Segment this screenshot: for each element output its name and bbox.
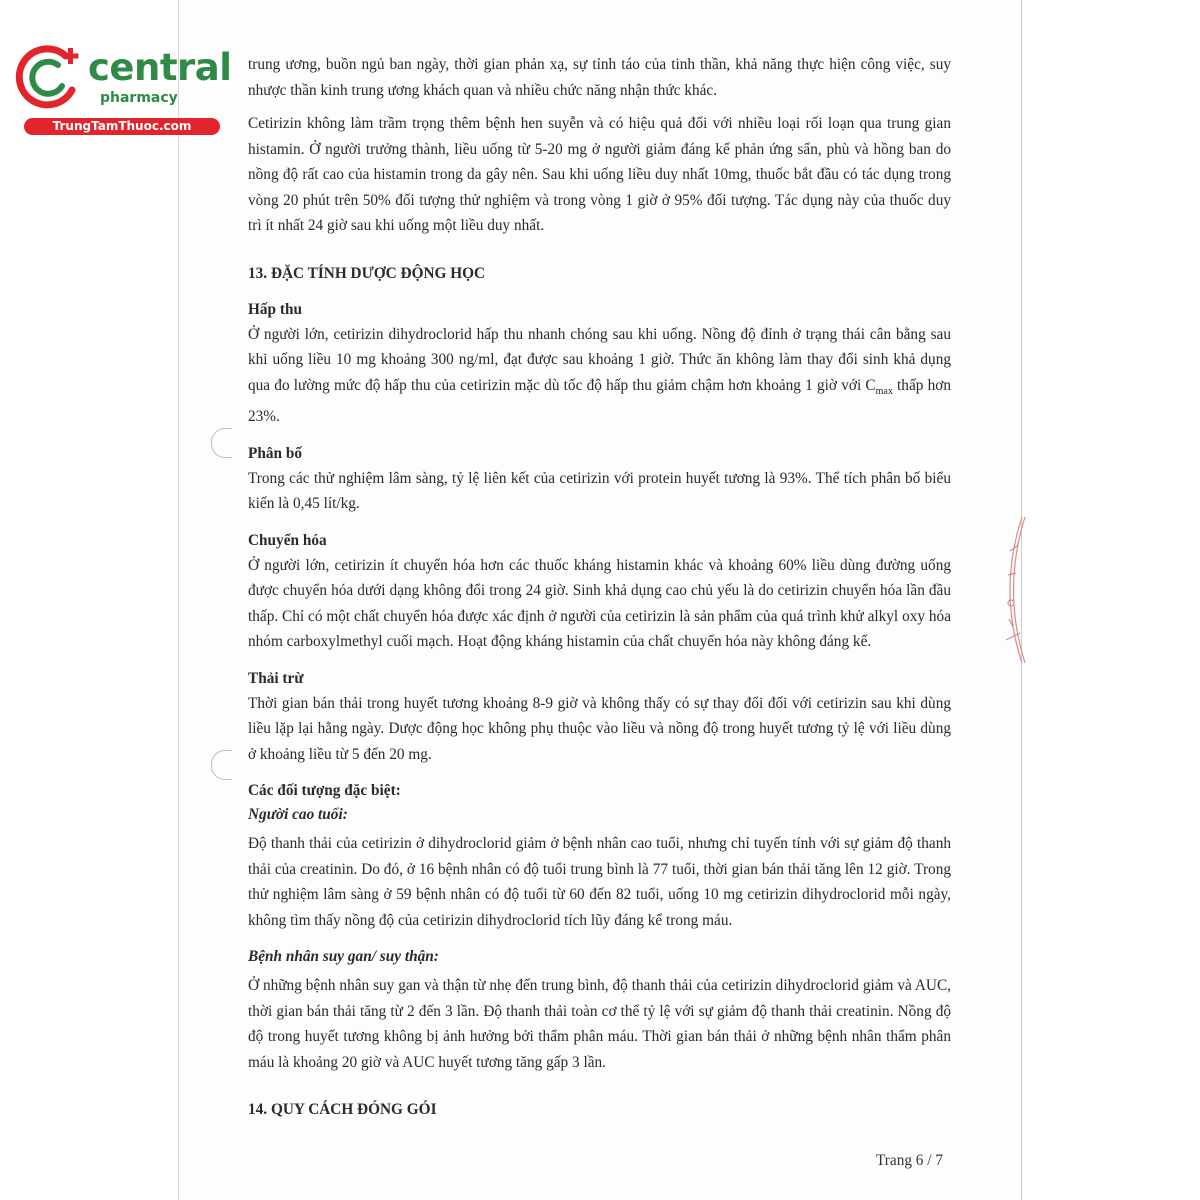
pharmacy-cross-logo-icon bbox=[10, 38, 92, 120]
subheading-hepatic-renal: Bệnh nhân suy gan/ suy thận: bbox=[248, 948, 439, 966]
logo-brand-text: central bbox=[88, 46, 232, 89]
subheading-elderly: Người cao tuổi: bbox=[248, 806, 348, 824]
paragraph-metabolism: Ở người lớn, cetirizin ít chuyển hóa hơn các thuốc kháng histamin khác và khoảng 60% liều dùng đường uống được chuyển hóa dưới dạng không đổi trong 24 giờ. Sinh khả dụng cao chủ yếu là do cetirizin chuyển hóa lần đầu thấp. Chỉ có một chất chuyển hóa được xác định ở người của cetirizin là sản phẩm của quá trình khử alkyl oxy hóa nhóm carboxylmethyl cuối mạch. Hoạt động kháng histamin của chất chuyển hóa này không đáng kể. bbox=[248, 556, 951, 651]
document-content bbox=[248, 52, 951, 1126]
paragraph: trung ương, buồn ngủ ban ngày, thời gian phản xạ, sự tỉnh táo của tinh thần, khả năng thực hiện công việc, suy nhược thần kinh trung ương khách quan và nhiều chức năng nhận thức khác. bbox=[248, 56, 951, 99]
paragraph-elderly: Độ thanh thải của cetirizin ở dihydroclorid giảm ở bệnh nhân cao tuổi, nhưng chỉ tuyến tính với sự giảm độ thanh thải của creatinin. Do đó, ở 16 bệnh nhân có độ tuổi trung bình là 77 tuổi, thời gian bán thải tăng lên 12 giờ. Trong thử nghiệm lâm sàng ở 59 bệnh nhân có độ tuổi từ 60 đến 82 tuổi, uống 10 mg cetirizin dihydroclorid mỗi ngày, không tìm thấy nồng độ của cetirizin dihydroclorid tích lũy đáng kể trong máu. bbox=[248, 835, 951, 929]
paragraph-absorption: Ở người lớn, cetirizin dihydroclorid hấp thu nhanh chóng sau khi uống. Nồng độ đỉnh ở trạng thái cân bằng sau khi uống liều 10 mg khoảng 300 ng/ml, đạt được sau khoảng 1 giờ. Thức ăn không làm thay đổi sinh khả dụng qua đo lường mức độ hấp thu của cetirizin mặc dù tốc độ hấp thu giảm chậm hơn khoảng 1 giờ với $C_{max}$ thấp hơn 23%. bbox=[248, 325, 951, 426]
paragraph-elimination: Thời gian bán thải trong huyết tương khoảng 8-9 giờ và không thấy có sự thay đổi đối với cetirizin sau khi dùng liều lặp lại hằng ngày. Dược động học không phụ thuộc vào liều và nồng độ trong huyết tương tỷ lệ với liều dùng ở khoảng liều từ 5 đến 20 mg. bbox=[248, 694, 951, 763]
subheading-metabolism: Chuyển hóa bbox=[248, 531, 327, 549]
subheading-elimination: Thải trừ bbox=[248, 669, 304, 687]
paragraph: Cetirizin không làm trầm trọng thêm bệnh hen suyễn và có hiệu quả đối với nhiều loại rối loạn qua trung gian histamin. Ở người trưởng thành, liều uống từ 5-20 mg ở người giảm đáng kể phản ứng sẩn, phù và hồng ban do nồng độ rất cao của histamin trong da gây nên. Sau khi uống liều duy nhất 10mg, thuốc bắt đầu có tác dụng trong vòng 20 phút trên 50% đối tượng thử nghiệm và trong vòng 1 giờ ở 95% đối tượng. Tác dụng này của thuốc duy trì ít nhất 24 giờ sau khi uống một liều duy nhất. bbox=[248, 115, 951, 234]
punch-hole-mark bbox=[211, 750, 232, 780]
subheading-special-populations: Các đối tượng đặc biệt: bbox=[248, 782, 401, 800]
red-stamp-mark bbox=[996, 515, 1026, 665]
subheading-distribution: Phân bố bbox=[248, 444, 302, 462]
central-pharmacy-logo bbox=[10, 38, 232, 138]
logo-sub-text: pharmacy bbox=[100, 90, 178, 106]
paragraph-distribution: Trong các thử nghiệm lâm sàng, tỷ lệ liên kết của cetirizin với protein huyết tương là 93%. Thể tích phân bố biểu kiến là 0,45 lít/kg. bbox=[248, 469, 951, 513]
paragraph-hepatic-renal: Ở những bệnh nhân suy gan và thận từ nhẹ đến trung bình, độ thanh thải của cetirizin dihydroclorid giảm và AUC, thời gian bán thải tăng từ 2 đến 3 lần. Độ thanh thải toàn cơ thể tỷ lệ với sự giảm độ thanh thải creatinin. Nồng độ độ trong huyết tương không bị ảnh hưởng bởi thẩm phân máu. Thời gian bán thải ở những bệnh nhân thẩm phân máu là khoảng 20 giờ và AUC huyết tương tăng gấp 3 lần. bbox=[248, 977, 951, 1071]
section-heading-14: 14. QUY CÁCH ĐÓNG GÓI bbox=[248, 1101, 437, 1119]
section-heading-13: 13. ĐẶC TÍNH DƯỢC ĐỘNG HỌC bbox=[248, 264, 486, 282]
punch-hole-mark bbox=[211, 428, 232, 458]
subheading-absorption: Hấp thu bbox=[248, 300, 302, 318]
logo-site-banner: TrungTamThuoc.com bbox=[24, 118, 220, 135]
page-number: Trang 6 / 7 bbox=[876, 1152, 944, 1169]
